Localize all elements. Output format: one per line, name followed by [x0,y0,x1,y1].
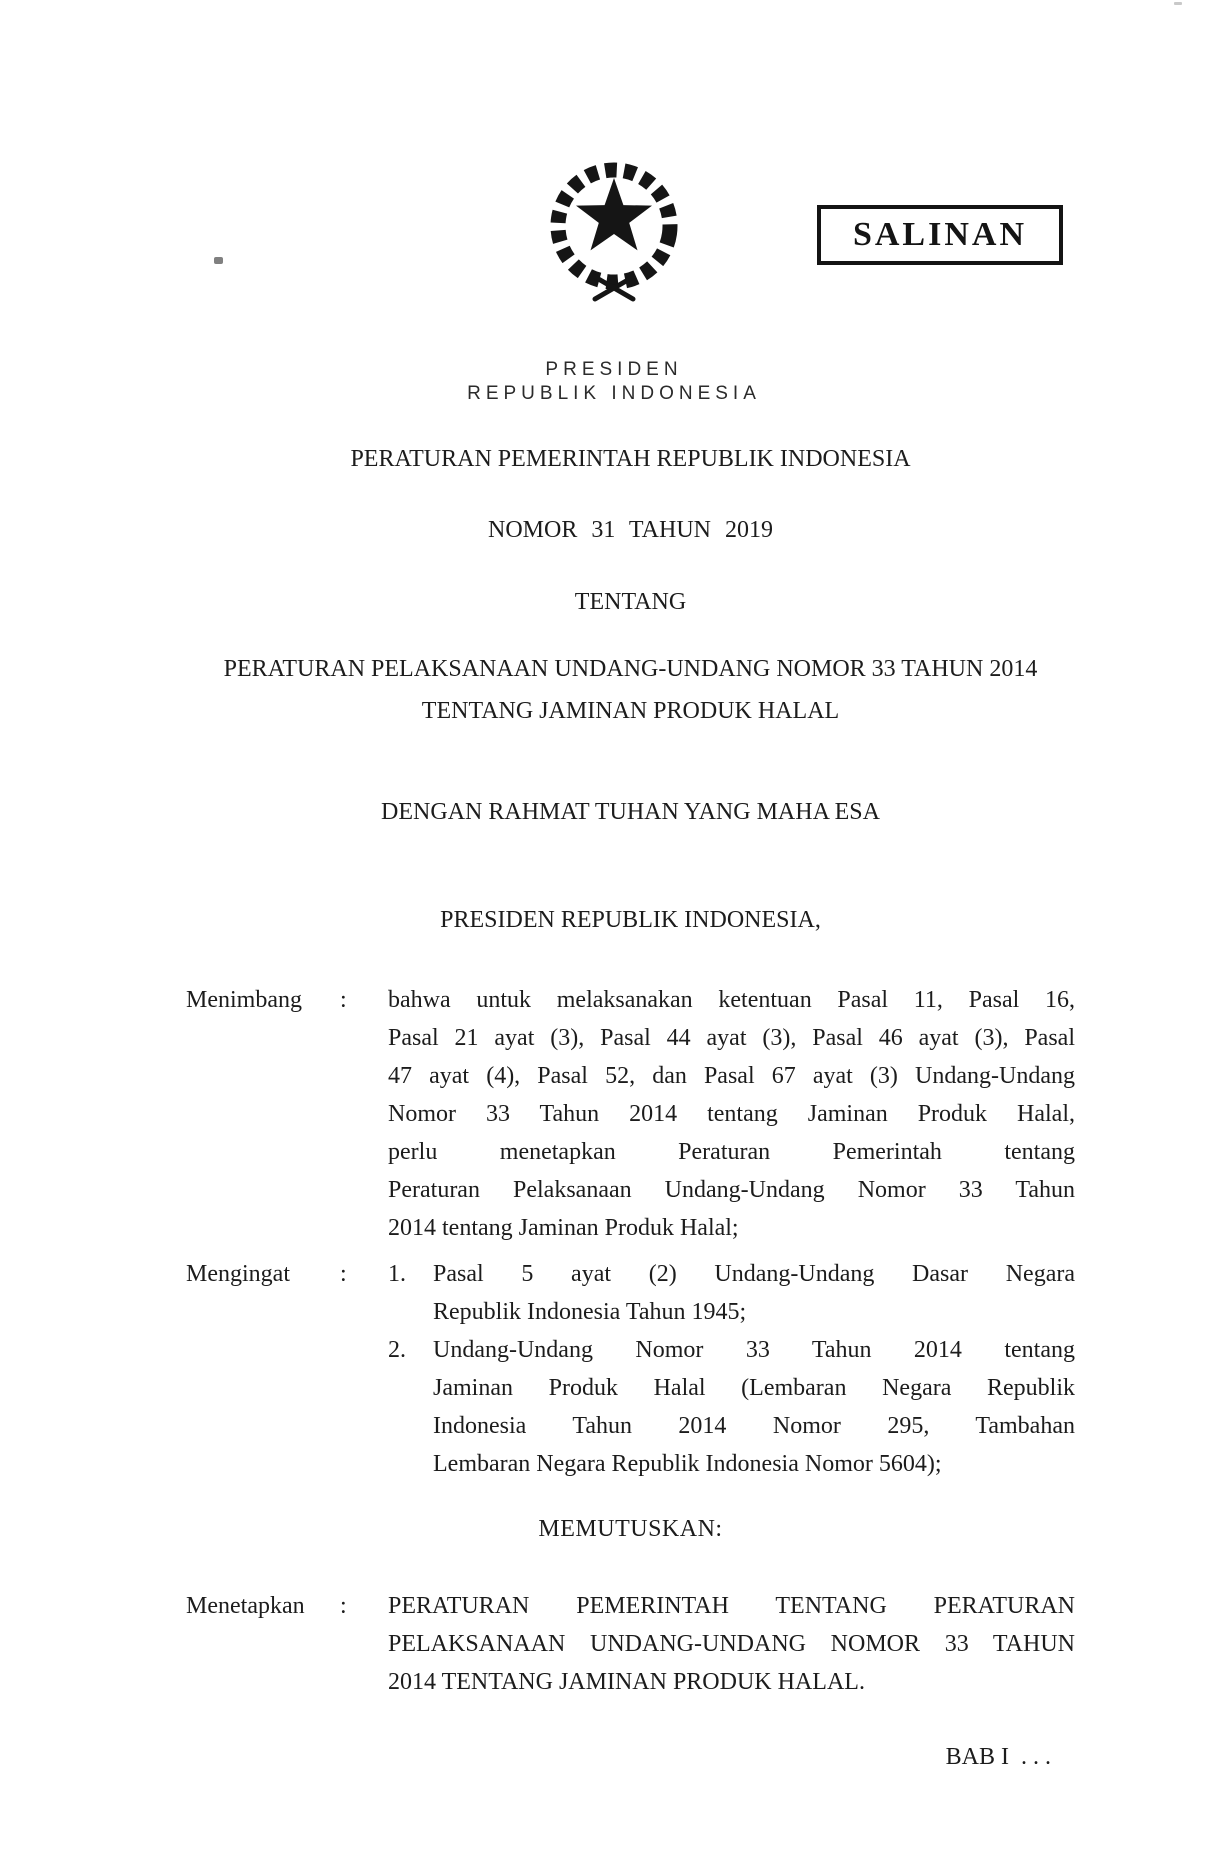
regulation-number: NOMOR 31 TAHUN 2019 [488,517,773,543]
considering-text [388,981,1075,1247]
text-line: 2014 tentang Jaminan Produk Halal; [388,1215,739,1241]
text-line: Pasal 21 ayat (3), Pasal 44 ayat (3), Pasal 46 ayat (3), Pasal [388,1025,1075,1051]
text-line: Peraturan Pelaksanaan Undang-Undang Nomor 33 Tahun [388,1177,1075,1203]
text-line: Republik Indonesia Tahun 1945; [433,1299,747,1325]
recalling-items [388,1255,1075,1483]
enacting-section [186,1587,1075,1701]
about-label: TENTANG [574,589,687,615]
recalling-colon: : [340,1261,347,1287]
enacting-text [388,1587,1075,1701]
grace-invocation: DENGAN RAHMAT TUHAN YANG MAHA ESA [381,799,880,825]
catchword: BAB I . . . [945,1744,1051,1770]
recalling-item-2-number: 2. [388,1337,406,1363]
text-line: Lembaran Negara Republik Indonesia Nomor 5604); [433,1451,942,1477]
recalling-item-2-text [433,1331,1075,1483]
scan-speck [1174,2,1182,5]
regulation-subject-line2: TENTANG JAMINAN PRODUK HALAL [421,698,840,724]
text-line: bahwa untuk melaksanakan ketentuan Pasal 11, Pasal 16, [388,987,1075,1013]
letterhead [467,358,761,406]
text-line: PELAKSANAAN UNDANG-UNDANG NOMOR 33 TAHUN [388,1631,1075,1657]
text-line: 2014 TENTANG JAMINAN PRODUK HALAL. [388,1669,865,1695]
recalling-item-1-number: 1. [388,1261,406,1287]
recalling-label: Mengingat [186,1261,290,1287]
letterhead-republik-indonesia: REPUBLIK INDONESIA [467,383,761,404]
recalling-item-2 [388,1331,1075,1483]
presidential-emblem-icon [537,148,691,309]
text-line: Indonesia Tahun 2014 Nomor 295, Tambahan [433,1413,1075,1439]
text-line: Jaminan Produk Halal (Lembaran Negara Republik [433,1375,1075,1401]
text-line: 47 ayat (4), Pasal 52, dan Pasal 67 ayat (3) Undang-Undang [388,1063,1075,1089]
salinan-stamp [817,205,1063,265]
enacting-colon: : [340,1593,347,1619]
regulation-subject-line1: PERATURAN PELAKSANAAN UNDANG-UNDANG NOMOR 33 TAHUN 2014 [223,656,1038,682]
text-line: perlu menetapkan Peraturan Pemerintah tentang [388,1139,1075,1165]
enacting-label: Menetapkan [186,1593,305,1619]
considering-label: Menimbang [186,987,302,1013]
recalling-section [186,1255,1075,1483]
regulation-subject [186,648,1075,732]
issuing-authority: PRESIDEN REPUBLIK INDONESIA, [440,907,821,933]
document-body [186,447,1075,1769]
letterhead-presiden: PRESIDEN [545,359,683,380]
text-line: Nomor 33 Tahun 2014 tentang Jaminan Produk Halal, [388,1101,1075,1127]
text-line: PERATURAN PEMERINTAH TENTANG PERATURAN [388,1593,1075,1619]
regulation-title: PERATURAN PEMERINTAH REPUBLIK INDONESIA [350,446,911,472]
considering-section [186,981,1075,1247]
salinan-stamp-label: SALINAN [852,216,1028,253]
recalling-item-1-text [433,1255,1075,1331]
recalling-item-1 [388,1255,1075,1331]
considering-colon: : [340,987,347,1013]
text-line: Undang-Undang Nomor 33 Tahun 2014 tentang [433,1337,1075,1363]
decision-heading: MEMUTUSKAN: [538,1516,723,1542]
scan-speck [214,257,223,264]
text-line: Pasal 5 ayat (2) Undang-Undang Dasar Negara [433,1261,1075,1287]
